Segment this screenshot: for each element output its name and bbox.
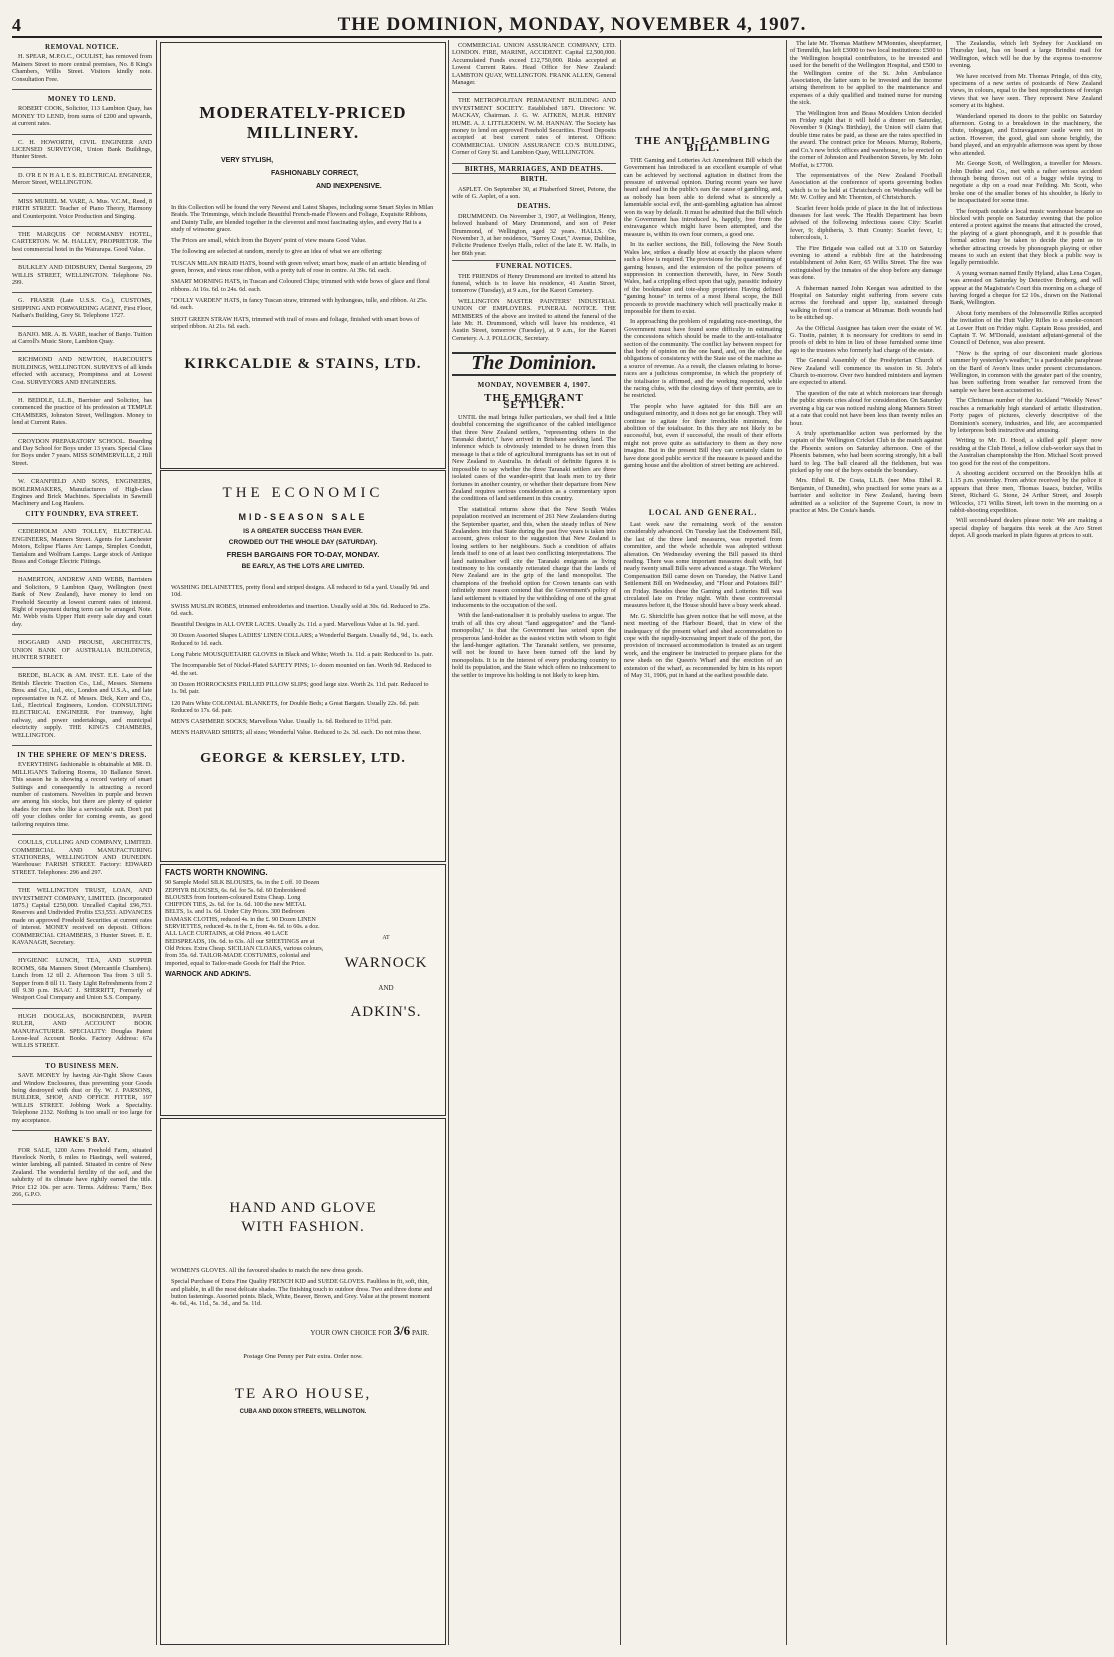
editorial-heading: THE EMIGRANT SETTLER. [484,392,584,412]
economic-firm: GEORGE & KERSLEY, LTD. [200,750,406,766]
ad-business: TO BUSINESS MEN. SAVE MONEY by having Air-Tight Show Cases and Window Enclosures, thus preventing your Goods being destroyed with dust or fly. W. J. PARSONS, BUILDER, SHOP, AND OFFICE FITTER, 197 WILLIS STREET. Jobbing Work a Speciality. Telephone 2132. Nothing is too small or too large for my acceptance. [12,1059,152,1131]
column-rule [620,40,621,1645]
ad-beddle: H. BEDDLE, LL.B., Barrister and Solicitor, has commenced the practice of his profession at TEMPLE CHAMBERS, Johnston Street, Wellington. Money to lend at Current Rates. [12,395,152,434]
millinery-firm: KIRKCALDIE & STAINS, LTD. [184,356,422,373]
column-rule [786,40,787,1645]
ad-hawkes-bay: HAWKE'S BAY. FOR SALE, 1200 Acres Freehold Farm, situated Havelock North, 6 miles to Hastings, well watered, winter lambing, all painted. Situated in centre of New Zealand. The wonderful fertility of the soil, and the salubrity of its climate have rightly earned the title. Price £12 10s. per acre. Terms. Address: 'Farm,' Box 266, G.P.O. [12,1133,152,1205]
column-local-news: The late Mr. Thomas Matthew M'Monnies, sheepfarmer, of Tenmilth, has left £3000 to two local institutions: £500 to the Wellington hospital contributors, to be invested and used for the benefit of the Wellington Hospital, and £500 to the Wellington centre of the St. John Ambulance Association, the latter sum to be invested and the income arising therefrom to be applied to the maintenance and expenses of a duly qualified and trained nurse for nursing the sick. The Wellington Iron and Brass Moulders Union decided on Friday night that it will hold a dinner on Saturday, November 9 (King's Birthday), the Union will claim that double time rates be paid, as these are the rates specified in the award. The contract price for Messrs. Murray, Roberts, and Co.'s new brick offices and warehouse, to be erected on the corner of Johnston and Featherston Streets, by Mr. John Moffat, is £7700. The representatives of the New Zealand Football Association at the conference of sports governing bodies which is to be held at Christchurch on Wednesday will be Mr. W. Coffey and Mr. Thornton, of Christchurch. Scarlet fever holds pride of place in the list of infectious diseases for last week. The Health Department has been advised of the following infectious cases: City: Scarlet fever, 9; diphtheria, 3. Hutt County: Scarlet fever, 1; tuberculosis, 1. The Fire Brigade was called out at 3.10 on Saturday evening to attend a rubbish fire at the hairdressing establishment of John Kerr, 65 Willis Street. The fire was extinguished by the inmates of the shop before any damage was done. A fisherman named John Keegan was admitted to the Hospital on Saturday night suffering from severe cuts across the forehead and upper lip, sustained through walking in front of a tramcar at Miramar. Both wounds had to be stitched up. As the Official Assignee has taken over the estate of W. G. Tustin, painter, it is necessary for creditors to send in proofs of debt to him in lieu of those furnished some time ago to the trustees who formerly had charge of the estate. The General Assembly of the Presbyterian Church of New Zealand will commence its session in St. John's Church to-morrow. Over two hundred ministers and laymen are expected to attend. The question of the rate at which motorcars tear through the public streets cries aloud for consideration. On Saturday evening a big car was noticed rushing along Manners Street at a rate that could not have been less than twenty miles an hour. A truly sportsmanlike action was performed by the captain of the Wellington Cricket Club in the match against the Phoenix seniors on Saturday afternoon. One of the Phoenix batsmen, who had been scoring strongly, hit a ball hard to leg. The ball cleared all the fieldsmen, but was picked up by one of the boys outside the boundary. Mrs. Ethel R. De Costa, LL.B. (nee Miss Ethel R. Benjamin, of Dunedin), who practised for some years as a barrister and solicitor in New Zealand, having been admitted as a solicitor of the Supreme Court, is now in practice at Mrs. De Costa's hands. [790,40,942,514]
column-rule [946,40,947,1645]
page-number: 4 [12,15,21,35]
ad-hoggard: HOGGARD AND PROUSE, ARCHITECTS, UNION BANK OF AUSTRALIA BUILDINGS, HUNTER STREET. [12,637,152,668]
ad-cederholm: CEDERHOLM AND TOLLEY, ELECTRICAL ENGINEERS, Manners Street. Agents for Lanchester Motors, Eclipse Flares Arc Lamps, Simplex Conduit, Tantalum and Wolfram Lamps. Large stock of Antique Brass and Cottage Electric Fittings. [12,526,152,572]
ad-economic-sale: THE ECONOMIC MID-SEASON SALE IS A GREATER SUCCESS THAN EVER. CROWDED OUT THE WHOLE DAY (SATURDAY). FRESH BARGAINS FOR TO-DAY, MONDAY. BE EARLY, AS THE LOTS ARE LIMITED. WASHING DELAINETTES, pretty floral and striped designs. All reduced to 6d a yard. Usually 9d. and 10d. SWISS MUSLIN ROBES, trimmed embroideries and insertion. Usually sold at 30s. 6d. Reduced to 25s. 6d. each. Beautiful Designs in ALL OVER LACES. Usually 2s. 11d. a yard. Marvellous Value at 1s. 9d. yard. 30 Dozen Assorted Shapes LADIES' LINEN COLLARS; a Wonderful Bargain. Usually 6d., 9d., 1s. each. Reduced to 1d. each. Long Fabric MOUSQUETAIRE GLOVES in Black and White; Worth 1s. 11d. a pair. Reduced to 1s. pair. The Incomparable Set of Nickel-Plated SAFETY PINS; 1/- dozen mounted on fan. Worth 9d. Reduced to 4d. the set. 30 Dozen HORROCKSES FRILLED PILLOW SLIPS; good large size. Worth 2s. 11d. pair. Reduced to 1s. 9d. pair. 120 Pairs White COLONIAL BLANKETS, for Double Beds; a Great Bargain. Usually 22s. 6d. pair. Reduced to 17s. 6d. pair. MEN'S CASHMERE SOCKS; Marvellous Value. Usually 1s. 6d. Reduced to 11½d. pair. MEN'S HARVARD SHIRTS; all sizes; Wonderful Value. Reduced to 2s. 3d. each. Do not miss these. GEORGE & KERSLEY, LTD. [160,470,446,862]
millinery-title: MODERATELY-PRICED MILLINERY. [199,103,407,142]
ad-richmond: RICHMOND AND NEWTON, HARCOURT'S BUILDINGS, WELLINGTON. SURVEYS of all kinds effected with accuracy, Promptness and at Lowest Cost. SURVEYORS AND ENGINEERS. [12,354,152,393]
ad-coulls: COULLS, CULLING AND COMPANY, LIMITED. COMMERCIAL AND MANUFACTURING STATIONERS, WELLINGTON AND DUNEDIN. Warehouse: FARISH STREET. Factory: EDWARD STREET. Telephones: 296 and 297. [12,837,152,883]
column-classifieds-1 [12,40,152,1645]
gambling-heading: THE ANTI-GAMBLING BILL. [635,135,771,155]
dominion-title: The Dominion. [452,352,616,375]
ad-howorth: C. H. HOWORTH, CIVIL ENGINEER AND LICENSED SURVEYOR, Union Bank Buildings, Hunter Street. [12,137,152,168]
millinery-body: In this Collection will be found the very Newest and Latest Shapes, including some Smart Styles in Milan Braids. The Trimmings, which include Beautiful French-made Flowers and Foliage, Exquisite Ribbons, and Dainty Tulle, are blended together in the cleverest and most fascinating styles, and every Hat is a study of winsome grace. The Prices are small, which from the Buyers' point of view means Good Value. The following are selected at random, merely to give an idea of what we are offering: TUSCAN MILAN BRAID HATS, bound with green velvet; smart bow, made of an artistic blending of green, brown, and vieux rose ribbon, with a pretty tuft of rose in centre. At 39s. 6d. each. SMART MORNING HATS, in Tuscan and Coloured Chips; trimmed with wide bows of glace and floral ribbons. At 16s. 6d. to 24s. 6d. each. "DOLLY VARDEN" HATS, in fancy Tuscan straw, trimmed with hydrangeas, tulle, and ribbon. At 25s. 6d. each. SHOT GREEN STRAW HATS, trimmed with trail of roses and foliage, finished with smart bows of striped ribbon. At 21s. 6d. each. [171,204,434,330]
masthead-title: THE DOMINION, MONDAY, NOVEMBER 4, 1907. [337,14,807,35]
ad-hamerton: HAMERTON, ANDREW AND WEBB, Barristers and Solicitors, 9 Lambton Quay, Wellington (next Bank of New Zealand), have money to lend on Freehold Security at lowest current rates of interest. Right of repayment during term can be arranged. Note. Mr. Webb visits Upper Hutt every sale day and court day. [12,574,152,635]
ad-hygienic: HYGIENIC LUNCH, TEA, AND SUPPER ROOMS, 68a Manners Street (Mercantile Chambers). Lunch from 12 till 2. Afternoon Tea from 3 till 5. Supper from 8 till 11. Tasty Light Refreshments from 2 till 9.30 p.m. ISAAC J. SHERRITT, Formerly of Westport Coal Company and Union S.S. Company. [12,955,152,1008]
column-notices: COMMERCIAL UNION ASSURANCE COMPANY, LTD. LONDON. FIRE, MARINE, ACCIDENT. Capital £2,500,000. Accumulated Funds exceed £12,750,000. Risks accepted at Lowest Current Rates. Head Office for New Zealand: LAMBTON QUAY, WELLINGTON. FRANK ALLEN, General Manager. THE METROPOLITAN PERMANENT BUILDING AND INVESTMENT SOCIETY. Established 1871. Directors: W. MACKAY, Chairman. J. G. W. AITKEN, M.H.R. HENRY HUME. A. J. LITTLEJOHN. W. M. HANNAY. The Society has money to lend on approved Freehold Securities. Fixed Deposits accepted at best current rates of interest. Offices: COMMERCIAL UNION ASSURANCE CO.'S BUILDING, Corner of Grey St. and Lambton Quay, WELLINGTON. BIRTHS, MARRIAGES, AND DEATHS. BIRTH. ASPLET. On September 30, at Pitaberford Street, Petone, the wife of G. Asplet, of a son. DEATHS. DRUMMOND. On November 3, 1907, at Wellington, Henry, beloved husband of Mary Drummond, and son of Peter Drummond, of Wellington, aged 32 years. HALLS. On November 3, at her residence, "Surrey Court," Avenue, Dubline, Felicite Prudence Evelyn Halls, relict of the late E. W. Halls, in her 86th year. FUNERAL NOTICES. THE FRIENDS of Henry Drummond are invited to attend his funeral, which is to leave his residence, 41 Austin Street, tomorrow (Tuesday), at 9 a.m., for the Karori Cemetery. WELLINGTON MASTER PAINTERS' INDUSTRIAL UNION OF EMPLOYERS. FUNERAL NOTICE. THE MEMBERS of the above are invited to attend the funeral of the late Mr. H. Drummond, which will leave his residence, 41 Austin Street, tomorrow (Tuesday), at 9 a.m., for the Karori Cemetery. A. J. POLLOCK, Secretary. The Dominion. MONDAY, NOVEMBER 4, 1907. THE EMIGRANT SETTLER. UNTIL the mail brings fuller particulars, we shall feel a little doubtful concerning the significance of the cabled intelligence that three New Zealand settlers, "representing others in the Taranaki district," have arrived in Brisbane seeking land. The inference which is obviously intended to be drawn from this message is that a tide of agricultural immigrants has set in out of New Zealand to Australia. In default of definite figures it is impossible to say whether the three Taranaki settlers are three isolated cases of the wander-spirit that leads men to try their fortunes in another country, or whether their departure from New Zealand requires serious consideration as a commentary upon the conditions of land settlement in this country. The statistical returns show that the New South Wales population received an increment of 261 New Zealanders during the September quarter, and this, when the steady influx of New Zealanders into that State during the past five years is taken into account, gives colour to the suggestion that New Zealand is losing settlers to her neighbours. Such a condition of affairs lends itself to one of at least two conflicting interpretations. The land nationaliser will cite the Taranaki emigrants as living testimony to his constantly reiterated charge that the lands of New Zealand are in the grip of the land monopolist. The champions of the freehold option for Crown tenants can with infinitely more reason contend that the Government's policy of land settlement is vitiated by the withholding of one of the great inducements to the occupation of the soil. With the land-nationaliser it is probably useless to argue. The truth of all this cry about "land aggregation" and the "land-monopolist," is that the Government has seized upon the prosperous land-holder as the easiest victim with whom to fight the land-hunger agitation. The Taranaki settlers, we presume, will not be found to have been turned off the land by monopolists. It is in the interest of every producing country to hold its population, and the State which offers no inducement to the settler to improve his holding is not likely to keep him. [452,42,616,679]
ad-removal: REMOVAL NOTICE. H. SPEAR, M.P.O.C., OCULIST, has removed from Mainers Street to more central premises, No. 8 King's Chambers, Willis Street. Visitors kindly note. Consultation Free. [12,40,152,90]
ad-douglas: HUGH DOUGLAS, BOOKBINDER, PAPER RULER, AND ACCOUNT BOOK MANUFACTURER. SPECIALITY: Douglas Patent Loose-leaf Account Books. Factory Address: 67a WILLIS STREET. [12,1011,152,1057]
te-aro-firm: TE ARO HOUSE, [234,1386,372,1403]
ad-te-aro-house: HAND AND GLOVE WITH FASHION. WOMEN'S GLOVES. All the favoured shades to match the new dress goods. Special Purchase of Extra Fine Quality FRENCH KID and SUEDE GLOVES. Faultless in fit, soft, thin, and pliable, in all the most delicate shades. The finishing touch to outdoor dress. Two and three dome and button fastenings. Assorted points. Black, White, Beaver, Brown, and Grey. Value at the present moment 4s. 6d., 4s. 11d., 5s. 3d., and 5s. 11d. YOUR OWN CHOICE FOR 3/6 PAIR. Postage One Penny per Pair extra. Order now. TE ARO HOUSE, CUBA AND DIXON STREETS, WELLINGTON. [160,1118,446,1645]
ad-fraser: G. FRASER (Late U.S.S. Co.), CUSTOMS, SHIPPING AND FORWARDING AGENT, First Floor, Nathan's Building, Grey St. Telephone 1727. [12,295,152,326]
ad-bulkley: BULKLEY AND DIDSBURY, Dental Surgeons, 29 WILLIS STREET, WELLINGTON. Telephone No. 299. [12,262,152,293]
ad-vare: MISS MURIEL M. VARE, A. Mus. V.C.M., Reed, 8 FIRTH STREET. Teacher of Piano Theory, Harmony and Counterpoint. Voice Production and Singing. [12,196,152,227]
ad-banjo: BANJO. MR. A. B. VARE, teacher of Banjo. Tuition at Carroll's Music Store, Lambton Quay. [12,329,152,353]
masthead [12,6,1102,38]
ad-trust: THE WELLINGTON TRUST, LOAN, AND INVESTMENT COMPANY, LIMITED. (Incorporated 1875.) Capital £250,000. Uncalled Capital £96,753. Reserves and Undivided Profits £53,553. ADVANCES made on approved Freehold Securities at current rates of interest. MONEY received on deposit. Offices: COMMERCIAL CHAMBERS, 3 Hunter Street. E. E. KAVANAGH, Secretary. [12,885,152,953]
column-rule [448,40,449,1645]
ad-croydon: CROYDON PREPARATORY SCHOOL. Boarding and Day School for Boys under 13 years. Special Class for Boys under 7 years. MISS SOMMERVILLE, 2 Hill Street. [12,436,152,475]
ad-warnock-adkins: FACTS WORTH KNOWING. 90 Sample Model SILK BLOUSES, 6s. in the £ off. 10 Dozen ZEPHYR BLOUSES, 6s. 6d. for 5s. 6d. 60 Embroidered BLOUSES from fourteen-coloured Extra Cheap. Long CHIFFON TIES, 2s. 6d. for 1s. 6d. 100 the new METAL BELTS, 1s. and 1s. 6d. Under City Prices. 300 Bedroom DAMASK CLOTHS, reduced 4s. in the £. 90 Dozen LINEN SERVIETTES, reduced 4s. in the £, from 4s. 6d. to 60s. a doz. ALL LACE CURTAINS, at Old Prices. 40 LACE BEDSPREADS, 10s. 6d. to 63s. All our SHEETINGS are at Old Prices. Extra Cheap. SICILIAN CLOAKS, various colours, from 35s. 6d. TAILOR-MADE COSTUMES, colonial and imported, equal to Tailor-made Goods for Half the Price. WARNOCK AND ADKIN'S. AT WARNOCK AND ADKIN'S. [160,864,446,1116]
local-heading: LOCAL AND GENERAL. [648,508,758,518]
ad-mens-dress: IN THE SPHERE OF MEN'S DRESS. EVERYTHING fashionable is obtainable at MR. D. MILLIGAN'S Tailoring Rooms, 10 Ballance Street. This season he is showing a record variety of smart Suitings and consequently is attracting a record number of customers. Novelties in purple and brown are among his stocks, but there are plenty of quieter shades for men who like a serviceable suit. Don't put off your clothes order for coming events, as good tailoring requires time. [12,748,152,835]
column-editorial: THE ANTI-GAMBLING BILL. THE Gaming and Lotteries Act Amendment Bill which the Government has introduced is an excellent example of what can be achieved by sectional agitation in distinct from the pressure of universal opinion. During recent years we have heard and read in the public's ears the cause of gambling, and, as nobody has been able to defend what is sincerely a lamentable social evil, the anti-gambling agitation has almost won its way by default. It must be admitted that the Bill which the Government has introduced is, happily, free from the extravagance which might have been attempted, and the measure is, within its own four corners, a good one. In its earlier sections, the Bill, following the New South Wales law, strikes a deadly blow at exactly the places where such a blow is required. The provisions for the quarantining of gaming houses, and the extension of the police powers of suppression in connection therewith, have, in New South Wales, had a crippling effect upon that ugly, parasitic industry of the bookmaker and tote-shop proprietor. Having defined "gaming house" in terms of a most liberal scope, the Bill proceeds to provide machinery which will practically make it impossible for them to exist. In approaching the problem of regulating race-meetings, the Government must have found some difficulty in estimating the concessions which should be made to the anti-totalisator section of the community. The conflict lay between respect for that body of opinion on the one hand, and, on the other, the obligations of consistency with the State use of the machine as a source of revenue. As a result, the clauses relating to horse-races are a judicious compromise, in which the propriety of the totalisator is affirmed, and the working respected, while the racing clubs, with the closing days of their permits, are to be restricted. The people who have agitated for this Bill are an undisguised minority, and it does not go far enough. They will continue to agitate for their irreducible minimum, the abolition of the totalisator. In this they are not likely to be successful, but, even if successful, the result of their efforts might not prove quite as satisfactory to them as they now imagine. But in the present Bill they can certainly claim to have done good public service if the measure is passed and the gaming house and the abolition of street betting are achieved. LOCAL AND GENERAL. Last week saw the remaining work of the session considerably advanced. On Tuesday last the Endowment Bill, the last of the three land measures, was reported from committee, and the whole schedule was adopted without alteration. On Wednesday evening the Bill passed its third reading. There was some important measures dealt with, but nearly twenty small Bills were advanced a stage. The Workers' Compensation Bill came down on Tuesday, the Native Land Settlement Bill on Wednesday, and "Flour and Potatoes Bill" on Friday. Besides these the Gaming and Lotteries Bill was circulated late on Friday night. With these controversial measures before it, the House should have a busy week ahead. Mr. G. Shirtcliffe has given notice that he will move, at the next meeting of the Harbour Board, that in view of the inadequacy of the present wharf and shed accommodation to cope with the rapidly-increasing import trade of the port, the provision of increased accommodation is treated as an urgent work, and the engineer be instructed to prepare plans for the new sheds on the Queen's Wharf and the erection of an extension of the wharf, as recommended by him in his report of May 31, 1906, put in hand at the earliest possible date. [624,135,782,679]
ad-cranfield: W. CRANFIELD AND SONS, ENGINEERS, BOILERMAKERS, Manufacturers of High-class Engines and Brick Machines. Specialists in Sawmill Machinery and Log Haulers. CITY FOUNDRY, EVA STREET. [12,476,152,524]
column-general-news: The Zealandia, which left Sydney for Auckland on Thursday last, has on board a large Brindisi mail for Wellington, which will be due by the express to-morrow evening. We have received from Mr. Thomas Pringle, of this city, specimens of a new series of postcards of New Zealand views, in colours, equal to the best reproductions of foreign views that we have seen. They represent New Zealand scenery at its highest. Wanderland opened its doors to the public on Saturday afternoon. Going to a breakdown in the machinery, the chute, toboggan, and Extravaganzer castle were not in action. However, the good, glad sun shone brightly, the band played, and an enjoyable afternoon was spent by those who attended. Mr. George Scott, of Wellington, a traveller for Messrs. John Duthie and Co., met with a rather serious accident through being thrown out of a buggy while trying to negotiate a dip on a road near Feilding. Mr. Scott, who broke one of the smaller bones of his shoulder, is likely to be incapacitated for some time. The footpath outside a local music warehouse became so blocked with people on Saturday evening that the police entered a protest against the means that attracted the crowd, the playing of a giant phonograph, and it is possible that formal action may be taken to decide the point as to whether attracting crowds by phonograph playing or other means to such an extent that they block a public way is legally permissible. A young woman named Emily Hyland, alias Lena Cogan, was arrested on Saturday by Detective Broberg, and will appear at the Magistrate's Court this morning on a charge of having forged a cheque for £2 10s., drawn on the National Bank, Wellington. About forty members of the Johnsonville Rifles accepted the invitation of the Hutt Valley Rifles to a smoke-concert at Lower Hutt on Friday night. Captain Rosa presided, and Captain T. W. M'Donald, assistant adjutant-general of the Council of Defence, was also present. "Now is the spring of our discontent made glorious summer by yesterday's weather," is a pardonable paraphrase on the Bard of Avon's lines under present circumstances. Wellington, in common with the greater part of the country, has been suffering from weather far removed from the sample we have been accustomed to. The Christmas number of the Auckland "Weekly News" reaches a remarkably high standard of artistic illustration. Forty pages of pictures, cleverly descriptive of the Dominion's scenery, industries, and life, are accompanied by letterpress both instructive and amusing. Writing to Mr. D. Hood, a skilled golf player now residing at the Club Hotel, a fellow club-worker says that in the Australian championship the Hon. Michael Scott proved too good for the rest of the competitors. A shooting accident occurred on the Brooklyn hills at 1.15 p.m. yesterday. From advice received by the police it appears that three men, Thomas Isaacs, butcher, Willis Street, Richard G. Stone, 24 Arthur Street, and Joseph Wilcocks, 171 Willis Street, left town in the morning on a rabbit-shooting expedition. Will second-hand dealers please note: We are making a special display of bargains this week at the Aro Street depot. All goods marked in plain figures at prices to suit. [950,40,1102,540]
ad-brede: BREDE, BLACK & AM. INST. E.E. Late of the British Electric Traction Co., Ltd., Messrs. Siemens Bros. and Co., Ltd., etc., London and U.S.A., and late representative in N.Z. of Messrs. Dick, Kerr and Co., Ltd., Electrical Engineers, London. CONSULTING ELECTRICAL ENGINEER. For tramway, light railway, and power undertakings, and municipal electricity supply. THE KING'S CHAMBERS, WELLINGTON. [12,670,152,746]
ad-millinery: MODERATELY-PRICED MILLINERY. VERY STYLISH, FASHIONABLY CORRECT, AND INEXPENSIVE. In this Collection will be found the very Newest and Latest Shapes, including some Smart Styles in Milan Braids. The Trimmings, which include Beautiful French-made Flowers and Foliage, Exquisite Ribbons, and Dainty Tulle, are blended together in the cleverest and most fascinating styles, and every Hat is a study of winsome grace. The Prices are small, which from the Buyers' point of view means Good Value. The following are selected at random, merely to give an idea of what we are offering: TUSCAN MILAN BRAID HATS, bound with green velvet; smart bow, made of an artistic blending of green, brown, and vieux rose ribbon, with a pretty tuft of rose in centre. At 39s. 6d. each. SMART MORNING HATS, in Tuscan and Coloured Chips; trimmed with wide bows of glace and floral ribbons. At 16s. 6d. to 24s. 6d. each. "DOLLY VARDEN" HATS, in fancy Tuscan straw, trimmed with hydrangeas, tulle, and ribbon. At 25s. 6d. each. SHOT GREEN STRAW HATS, trimmed with trail of roses and foliage, finished with smart bows of striped ribbon. At 21s. 6d. each. KIRKCALDIE & STAINS, LTD. [160,42,446,469]
ad-money: MONEY TO LEND. ROBERT COOK, Solicitor, 113 Lambton Quay, has MONEY TO LEND, from sums of £200 and upwards, at current rates. [12,92,152,135]
economic-items: WASHING DELAINETTES, pretty floral and striped designs. All reduced to 6d a yard. Usually 9d. and 10d. SWISS MUSLIN ROBES, trimmed embroideries and insertion. Usually sold at 30s. 6d. Reduced to 25s. 6d. each. Beautiful Designs in ALL OVER LACES. Usually 2s. 11d. a yard. Marvellous Value at 1s. 9d. yard. 30 Dozen Assorted Shapes LADIES' LINEN COLLARS; a Wonderful Bargain. Usually 6d., 9d., 1s. each. Reduced to 1d. each. Long Fabric MOUSQUETAIRE GLOVES in Black and White; Worth 1s. 11d. a pair. Reduced to 1s. pair. The Incomparable Set of Nickel-Plated SAFETY PINS; 1/- dozen mounted on fan. Worth 9d. Reduced to 4d. the set. 30 Dozen HORROCKSES FRILLED PILLOW SLIPS; good large size. Worth 2s. 11d. pair. Reduced to 1s. 9d. pair. 120 Pairs White COLONIAL BLANKETS, for Double Beds; a Great Bargain. Usually 22s. 6d. pair. Reduced to 17s. 6d. pair. MEN'S CASHMERE SOCKS; Marvellous Value. Usually 1s. 6d. Reduced to 11½d. pair. MEN'S HARVARD SHIRTS; all sizes; Wonderful Value. Reduced to 2s. 3d. each. Do not miss these. [171,584,434,737]
ad-hotel: THE MARQUIS OF NORMANBY HOTEL, CARTERTON. W. M. HALLEY, PROPRIETOR. The best commercial hotel in the Wairarapa. Good Value. [12,229,152,260]
ad-orren: D. O'R E N H A L E S. ELECTRICAL ENGINEER, Mercer Street, WELLINGTON. [12,170,152,194]
column-rule [156,40,157,1645]
